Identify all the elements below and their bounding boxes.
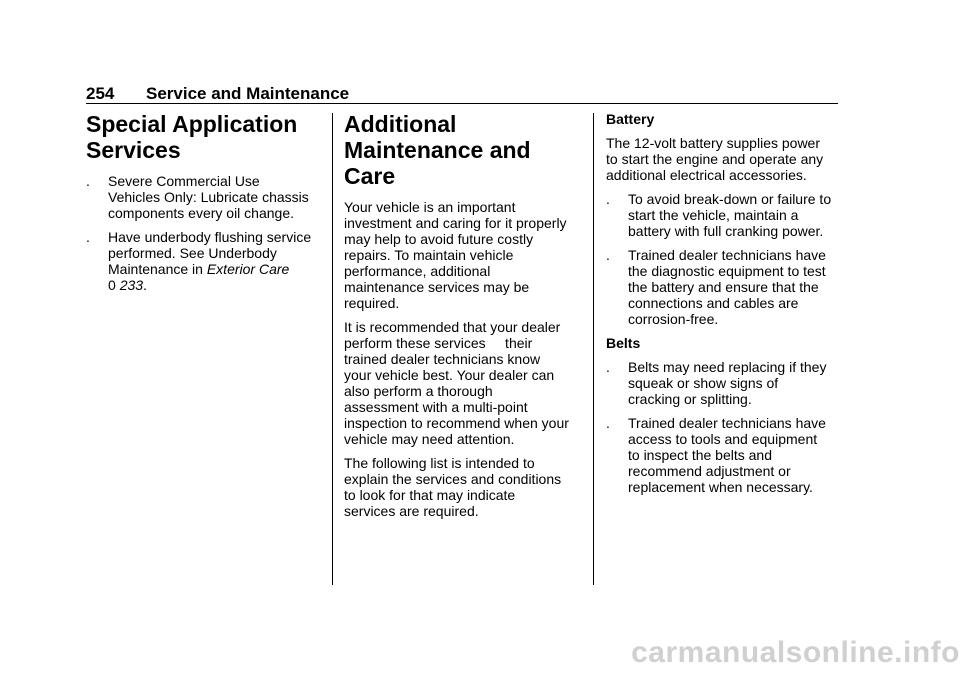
list-item: . Trained dealer technicians have access to tools and equipment to inspect the belts and recommend adjustment or replacement when necessary. bbox=[606, 415, 826, 495]
bullet-mark: . bbox=[606, 359, 610, 375]
bullet-mark: . bbox=[86, 229, 90, 245]
page-header bbox=[86, 84, 349, 104]
paragraph: The following list is intended to explain the services and conditions to look for that may indicate services are required. bbox=[344, 455, 562, 519]
battery-intro: The 12-volt battery supplies power to start the engine and operate any additional electrical accessories. bbox=[606, 135, 824, 183]
column-divider-1 bbox=[332, 113, 333, 585]
column-battery-belts bbox=[606, 111, 842, 503]
list-item: . Severe Commercial Use Vehicles Only: Lubricate chassis components every oil change. bbox=[86, 173, 309, 221]
page-number: 254 bbox=[86, 84, 115, 103]
bullet-mark: . bbox=[606, 415, 610, 431]
list-item: . Belts may need replacing if they squeak or show signs of cracking or splitting. bbox=[606, 359, 827, 407]
page-ref-link[interactable]: 233 bbox=[119, 277, 144, 293]
list-item: . Trained dealer technicians have the diagnostic equipment to test the battery and ensure that the connections and cables are corrosion-free. bbox=[606, 247, 826, 327]
exterior-care-ref[interactable]: Exterior Care bbox=[206, 261, 290, 277]
column-additional-maintenance bbox=[344, 111, 582, 527]
list-item: . Have underbody flushing service performed. See Underbody Maintenance in Exterior Care 0 233. bbox=[86, 229, 312, 293]
paragraph: Your vehicle is an important investment and caring for it properly may help to avoid future costly repairs. To maintain vehicle performance, additional maintenance services may be required. bbox=[344, 199, 567, 311]
underbody-maintenance-link[interactable]: performed. See Underbody bbox=[108, 245, 277, 261]
column-divider-2 bbox=[593, 113, 594, 585]
belts-heading: Belts bbox=[606, 335, 641, 351]
battery-heading: Battery bbox=[606, 111, 655, 127]
header-rule bbox=[86, 103, 838, 104]
section-title: Service and Maintenance bbox=[146, 84, 350, 103]
bullet-mark: . bbox=[606, 191, 610, 207]
column-special-application bbox=[86, 111, 326, 301]
list-item: . To avoid break-down or failure to start the vehicle, maintain a battery with full cranking power. bbox=[606, 191, 832, 239]
bullet-mark: . bbox=[606, 247, 610, 263]
page-ref-icon: 0 bbox=[108, 277, 116, 293]
watermark: carmanualsonline.info bbox=[631, 636, 960, 669]
bullet-mark: . bbox=[86, 173, 90, 189]
special-application-heading: Special Application Services bbox=[86, 111, 298, 163]
paragraph: It is recommended that your dealer perform these services their trained dealer technicians know your vehicle best. Your dealer can also perform a thorough assessment with a multi-point inspection to recommend when your vehicle may need attention. bbox=[344, 319, 569, 447]
additional-maintenance-heading: Additional Maintenance and Care bbox=[344, 111, 531, 189]
